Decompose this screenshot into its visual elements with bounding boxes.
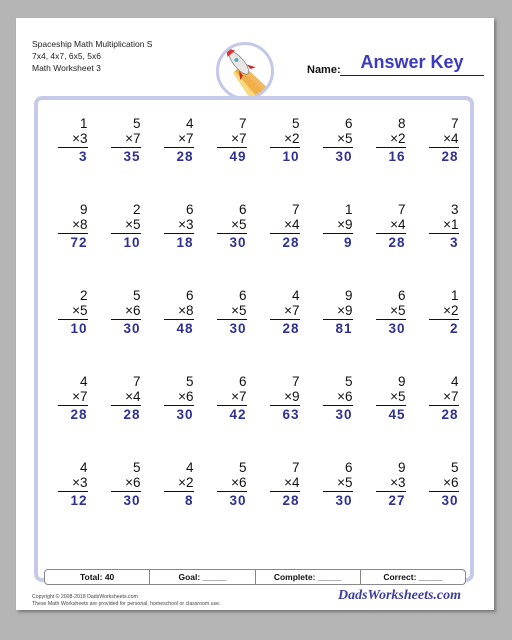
problem-body (58, 374, 88, 422)
problem-body (217, 202, 247, 250)
copyright-notice (32, 594, 220, 607)
multiplicand: 6 (238, 202, 247, 217)
problem-body (270, 288, 300, 336)
answer: 45 (388, 407, 406, 422)
multiplicand: 6 (238, 288, 247, 303)
rocket-icon (216, 42, 274, 100)
answer: 28 (441, 149, 459, 164)
answer: 42 (229, 407, 247, 422)
multiplier: ×8 (58, 217, 88, 234)
answer: 30 (441, 493, 459, 508)
multiplier: ×2 (270, 131, 300, 148)
multiplicand: 6 (238, 374, 247, 389)
answer: 3 (78, 149, 88, 164)
problem-body (58, 202, 88, 250)
problem-sheet (34, 96, 474, 582)
answer-key-title: Answer Key (360, 52, 464, 72)
multiplier: ×7 (217, 131, 247, 148)
problem-item (152, 116, 205, 202)
answer: 72 (70, 235, 88, 250)
multiplicand: 2 (132, 202, 141, 217)
multiplier: ×6 (429, 475, 459, 492)
multiplicand: 3 (450, 202, 459, 217)
problem-body (429, 374, 459, 422)
problem-body (376, 202, 406, 250)
problem-item (417, 374, 470, 460)
multiplicand: 7 (291, 202, 300, 217)
problem-grid (46, 116, 470, 546)
multiplier: ×1 (429, 217, 459, 234)
problem-item (258, 288, 311, 374)
problem-item (258, 202, 311, 288)
problem-body (429, 202, 459, 250)
answer: 30 (335, 149, 353, 164)
multiplier: ×7 (270, 303, 300, 320)
problem-item (46, 460, 99, 546)
problem-item (46, 288, 99, 374)
multiplier: ×4 (376, 217, 406, 234)
multiplicand: 4 (185, 460, 194, 475)
multiplicand: 7 (397, 202, 406, 217)
problem-item (46, 116, 99, 202)
problem-body (164, 460, 194, 508)
problem-body (58, 288, 88, 336)
multiplier: ×5 (217, 303, 247, 320)
answer: 30 (229, 493, 247, 508)
multiplier: ×4 (270, 217, 300, 234)
multiplier: ×8 (164, 303, 194, 320)
multiplicand: 5 (132, 116, 141, 131)
problem-item (311, 116, 364, 202)
answer: 28 (388, 235, 406, 250)
worksheet-subtitle: Math Worksheet 3 (32, 63, 101, 73)
multiplicand: 5 (344, 374, 353, 389)
multiplier: ×5 (111, 217, 141, 234)
answer: 49 (229, 149, 247, 164)
multiplier: ×5 (217, 217, 247, 234)
multiplicand: 7 (291, 460, 300, 475)
problem-body (217, 460, 247, 508)
usage-line: These Math Worksheets are provided for personal, homeschool or classroom use. (32, 600, 221, 607)
problem-body (164, 202, 194, 250)
problem-item (205, 202, 258, 288)
answer: 30 (229, 235, 247, 250)
problem-item (364, 116, 417, 202)
multiplicand: 5 (132, 460, 141, 475)
answer: 30 (388, 321, 406, 336)
answer: 10 (123, 235, 141, 250)
problem-body (429, 460, 459, 508)
problem-item (205, 116, 258, 202)
multiplier: ×4 (111, 389, 141, 406)
multiplicand: 5 (185, 374, 194, 389)
worksheet-header (32, 38, 152, 74)
multiplicand: 7 (238, 116, 247, 131)
problem-item (99, 116, 152, 202)
problem-body (164, 116, 194, 164)
answer: 28 (123, 407, 141, 422)
multiplicand: 4 (185, 116, 194, 131)
multiplicand: 9 (397, 374, 406, 389)
worksheet-title: Spaceship Math Multiplication S (32, 39, 153, 49)
problem-body (270, 374, 300, 422)
problem-body (376, 288, 406, 336)
goal-field: Goal: _____ (150, 570, 255, 584)
problem-body (323, 288, 353, 336)
problem-body (270, 202, 300, 250)
problem-body (323, 374, 353, 422)
answer: 2 (449, 321, 459, 336)
multiplier: ×3 (376, 475, 406, 492)
answer: 63 (282, 407, 300, 422)
problem-body (58, 460, 88, 508)
problem-body (376, 116, 406, 164)
problem-body (270, 460, 300, 508)
multiplier: ×9 (323, 217, 353, 234)
multiplier: ×9 (270, 389, 300, 406)
problem-item (417, 202, 470, 288)
problem-item (99, 202, 152, 288)
answer: 9 (343, 235, 353, 250)
problem-body (217, 288, 247, 336)
multiplier: ×5 (376, 303, 406, 320)
problem-body (217, 116, 247, 164)
multiplicand: 5 (238, 460, 247, 475)
multiplicand: 6 (344, 460, 353, 475)
answer: 30 (176, 407, 194, 422)
multiplicand: 5 (132, 288, 141, 303)
problem-body (164, 374, 194, 422)
multiplier: ×7 (58, 389, 88, 406)
multiplicand: 8 (397, 116, 406, 131)
problem-item (364, 460, 417, 546)
answer: 28 (176, 149, 194, 164)
answer: 10 (282, 149, 300, 164)
problem-body (58, 116, 88, 164)
worksheet-page (16, 18, 494, 610)
problem-item (152, 288, 205, 374)
problem-item (205, 374, 258, 460)
problem-body (376, 374, 406, 422)
multiplier: ×6 (164, 389, 194, 406)
problem-body (111, 288, 141, 336)
problem-item (152, 202, 205, 288)
multiplier: ×3 (164, 217, 194, 234)
problem-item (364, 288, 417, 374)
problem-item (152, 460, 205, 546)
answer: 28 (282, 321, 300, 336)
problem-item (364, 202, 417, 288)
total-field: Total: 40 (45, 570, 150, 584)
answer: 30 (335, 407, 353, 422)
problem-item (99, 374, 152, 460)
answer: 12 (70, 493, 88, 508)
multiplier: ×2 (429, 303, 459, 320)
multiplicand: 4 (79, 460, 88, 475)
multiplicand: 6 (185, 202, 194, 217)
copyright-line: Copyright © 2008-2018 DadsWorksheets.com (32, 594, 138, 600)
problem-item (46, 374, 99, 460)
score-bar (44, 569, 466, 585)
answer: 30 (229, 321, 247, 336)
multiplicand: 4 (450, 374, 459, 389)
answer: 35 (123, 149, 141, 164)
multiplier: ×6 (111, 475, 141, 492)
problem-body (111, 202, 141, 250)
problem-item (99, 460, 152, 546)
multiplier: ×7 (111, 131, 141, 148)
worksheet-facts: 7x4, 4x7, 6x5, 5x6 (32, 51, 101, 61)
problem-body (323, 116, 353, 164)
answer: 30 (123, 321, 141, 336)
multiplicand: 9 (79, 202, 88, 217)
multiplier: ×3 (58, 475, 88, 492)
problem-body (217, 374, 247, 422)
problem-body (111, 116, 141, 164)
multiplicand: 1 (344, 202, 353, 217)
answer: 16 (388, 149, 406, 164)
answer: 10 (70, 321, 88, 336)
multiplicand: 9 (344, 288, 353, 303)
multiplier: ×9 (323, 303, 353, 320)
brand-logo: DadsWorksheets.com (338, 588, 462, 603)
answer: 18 (176, 235, 194, 250)
answer: 3 (449, 235, 459, 250)
problem-item (205, 460, 258, 546)
multiplicand: 6 (185, 288, 194, 303)
answer: 28 (441, 407, 459, 422)
problem-item (258, 374, 311, 460)
name-label: Name: (307, 64, 341, 76)
answer: 30 (335, 493, 353, 508)
multiplicand: 7 (132, 374, 141, 389)
multiplier: ×6 (323, 389, 353, 406)
complete-field: Complete: _____ (256, 570, 361, 584)
multiplier: ×3 (58, 131, 88, 148)
multiplier: ×2 (376, 131, 406, 148)
name-line (340, 75, 484, 76)
multiplicand: 6 (344, 116, 353, 131)
multiplier: ×5 (376, 389, 406, 406)
answer: 48 (176, 321, 194, 336)
problem-body (323, 202, 353, 250)
answer: 28 (282, 235, 300, 250)
multiplicand: 4 (79, 374, 88, 389)
multiplier: ×6 (217, 475, 247, 492)
multiplier: ×6 (111, 303, 141, 320)
answer: 81 (335, 321, 353, 336)
multiplier: ×5 (58, 303, 88, 320)
multiplicand: 6 (397, 288, 406, 303)
problem-item (46, 202, 99, 288)
multiplier: ×7 (164, 131, 194, 148)
multiplicand: 1 (79, 116, 88, 131)
multiplier: ×7 (429, 389, 459, 406)
multiplier: ×7 (217, 389, 247, 406)
multiplier: ×4 (270, 475, 300, 492)
problem-body (111, 460, 141, 508)
problem-item (258, 460, 311, 546)
answer: 28 (282, 493, 300, 508)
problem-body (376, 460, 406, 508)
problem-item (364, 374, 417, 460)
answer: 30 (123, 493, 141, 508)
problem-item (417, 116, 470, 202)
problem-body (270, 116, 300, 164)
multiplicand: 4 (291, 288, 300, 303)
problem-item (311, 460, 364, 546)
multiplicand: 7 (291, 374, 300, 389)
answer: 8 (184, 493, 194, 508)
multiplicand: 5 (291, 116, 300, 131)
problem-item (99, 288, 152, 374)
problem-item (152, 374, 205, 460)
problem-body (429, 116, 459, 164)
problem-body (429, 288, 459, 336)
problem-item (311, 374, 364, 460)
answer: 27 (388, 493, 406, 508)
multiplier: ×2 (164, 475, 194, 492)
multiplier: ×5 (323, 131, 353, 148)
problem-item (205, 288, 258, 374)
multiplicand: 2 (79, 288, 88, 303)
problem-body (323, 460, 353, 508)
answer: 28 (70, 407, 88, 422)
multiplicand: 9 (397, 460, 406, 475)
multiplicand: 5 (450, 460, 459, 475)
problem-item (311, 202, 364, 288)
problem-body (164, 288, 194, 336)
problem-item (311, 288, 364, 374)
problem-item (417, 288, 470, 374)
problem-item (417, 460, 470, 546)
correct-field: Correct: _____ (383, 572, 443, 582)
multiplier: ×5 (323, 475, 353, 492)
problem-item (258, 116, 311, 202)
multiplier: ×4 (429, 131, 459, 148)
multiplicand: 1 (450, 288, 459, 303)
problem-body (111, 374, 141, 422)
multiplicand: 7 (450, 116, 459, 131)
